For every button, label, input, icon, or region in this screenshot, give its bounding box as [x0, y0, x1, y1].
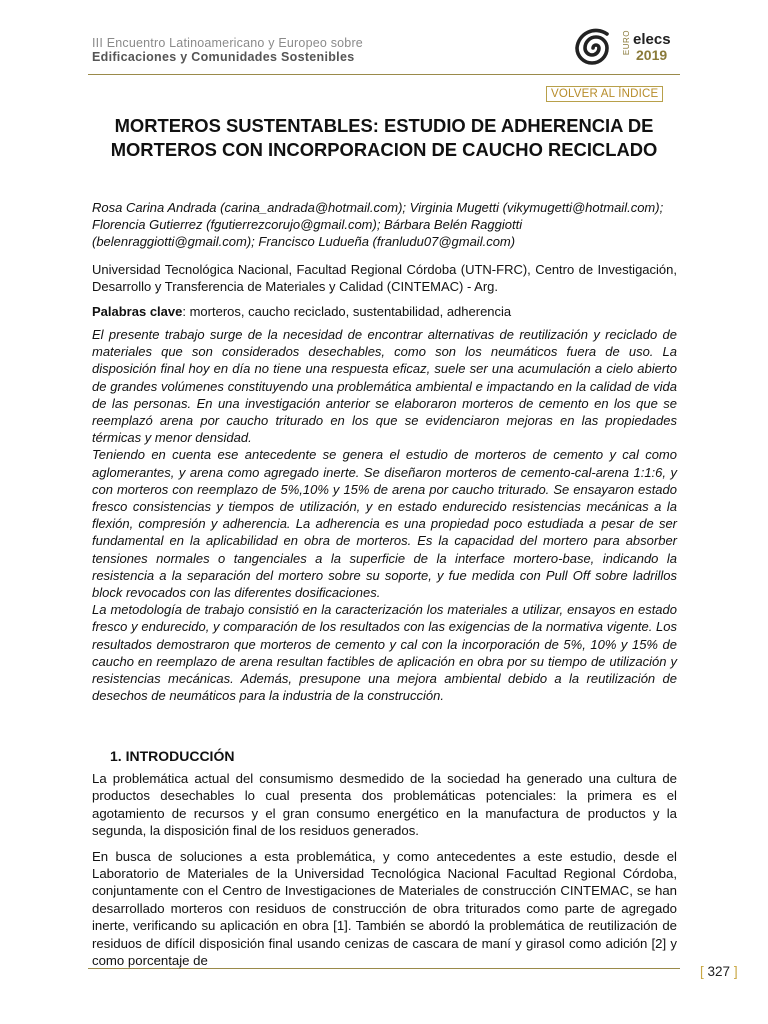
section-heading-introduccion: 1. INTRODUCCIÓN [110, 748, 235, 764]
body-paragraph: En busca de soluciones a esta problemática, y como antecedentes a este estudio, desde el Laboratorio de Materiales de la Universidad Tecnológica Nacional Facultad Regional Córdoba, conjuntamente con el Centro de Investigaciones de Materiales de construcción CINTEMAC, se han desarrollado morteros con residuos de construcción de obra triturados como parte de agregado inerte, verificando su aplicación en obra [1]. También se abordó la problemática de reutilización de residuos de difícil disposición final usando cenizas de cascara de maní y girasol como adición [2] y como porcentaje de [92, 848, 677, 969]
keywords-text: : morteros, caucho reciclado, sustentabilidad, adherencia [182, 304, 512, 319]
introduction-body [92, 770, 677, 969]
header-conference-line1: III Encuentro Latinoamericano y Europeo sobre [92, 36, 363, 50]
logo-euro-text: EURO [622, 30, 631, 56]
header-conference-line2: Edificaciones y Comunidades Sostenibles [92, 50, 355, 64]
logo-year-text: 2019 [636, 47, 668, 63]
body-paragraph: La problemática actual del consumismo desmedido de la sociedad ha generado una cultura de productos desechables lo cual presenta dos problemáticas potenciales: la primera es el agotamiento de recursos y el gran consumo energético en la manufactura de productos y la segunda, la disposición final de los residuos generados. [92, 771, 677, 839]
keywords-label: Palabras clave [92, 304, 183, 319]
euroelecs-logo [572, 26, 682, 70]
spiral-logo-icon [572, 26, 620, 70]
abstract-paragraph: Teniendo en cuenta ese antecedente se genera el estudio de morteros de cemento y cal como aglomerantes, y arena como agregado inerte. Se diseñaron morteros de cemento-cal-arena 1:1:6, y con morteros con reemplazo de 5%,10% y 15% de arena por caucho triturado. Se ensayaron estado fresco consistencias y tiempos de utilización, y en estado endurecido resistencias mecánicas a la flexión, compresión y adherencia. La adherencia es una propiedad poco estudiada a pesar de ser fundamental en la aplicabilidad en obra de morteros. Es la capacidad del mortero para absorber tensiones normales o tangenciales a la superficie de la interface mortero-base, indicando la resistencia a la separación del mortero sobre su soporte, y fue medida con Pull Off sobre ladrillos block revocados con las diferentes dosificaciones. [92, 447, 677, 601]
page-bracket-open: [ [700, 964, 704, 979]
keywords [92, 303, 672, 320]
affiliation: Universidad Tecnológica Nacional, Facultad Regional Córdoba (UTN-FRC), Centro de Investigación, Desarrollo y Transferencia de Materiales y Calidad (CINTEMAC) - Arg. [92, 262, 677, 294]
page-bracket-close: ] [733, 964, 738, 979]
abstract-paragraph: El presente trabajo surge de la necesidad de encontrar alternativas de reutilización y reciclado de materiales que son considerados desechables, como son los neumáticos fuera de uso. La disposición final hoy en día no tiene una respuesta eficaz, suele ser una acumulación a cielo abierto de grandes volúmenes constituyendo una problemática ambiental e impactando en la calidad de vida de las personas. En una investigación anterior se elaboraron morteros de cemento en los que se reemplazó arena por caucho triturado en los que se evidenciaron mejoras en las propiedades térmicas y menor densidad. [92, 327, 677, 446]
page-number [700, 964, 738, 979]
header-divider [88, 74, 680, 75]
paper-title: MORTEROS SUSTENTABLES: ESTUDIO DE ADHERENCIA DE MORTEROS CON INCORPORACION DE CAUCHO RECICLADO [110, 115, 658, 160]
authors: Rosa Carina Andrada (carina_andrada@hotmail.com); Virginia Mugetti (vikymugetti@hotmail.com); Florencia Gutierrez (fgutierrezcorujo@gmail.com); Bárbara Belén Raggiotti (belenraggiotti@gmail.com); Francisco Ludueña (franludu07@gmail.com) [92, 200, 664, 249]
page-number-value: 327 [707, 964, 731, 979]
logo-elecs-text: elecs [633, 31, 671, 48]
abstract-paragraph: La metodología de trabajo consistió en la caracterización los materiales a utilizar, ensayos en estado fresco y endurecido, y comparación de los resultados con las exigencias de la normativa vigente. Los resultados demostraron que morteros de cemento y cal con la incorporación de 5%, 10% y 15% de caucho en reemplazo de arena resultan factibles de aplicación en obra por su tiempo de utilización y resistencias mecánicas. Además, presupone una mejora ambiental debido a la reutilización de desechos de neumáticos para la industria de la construcción. [92, 602, 677, 704]
volver-al-indice-link[interactable]: VOLVER AL ÍNDICE [546, 86, 663, 102]
footer-divider [88, 968, 680, 969]
abstract [92, 326, 677, 704]
